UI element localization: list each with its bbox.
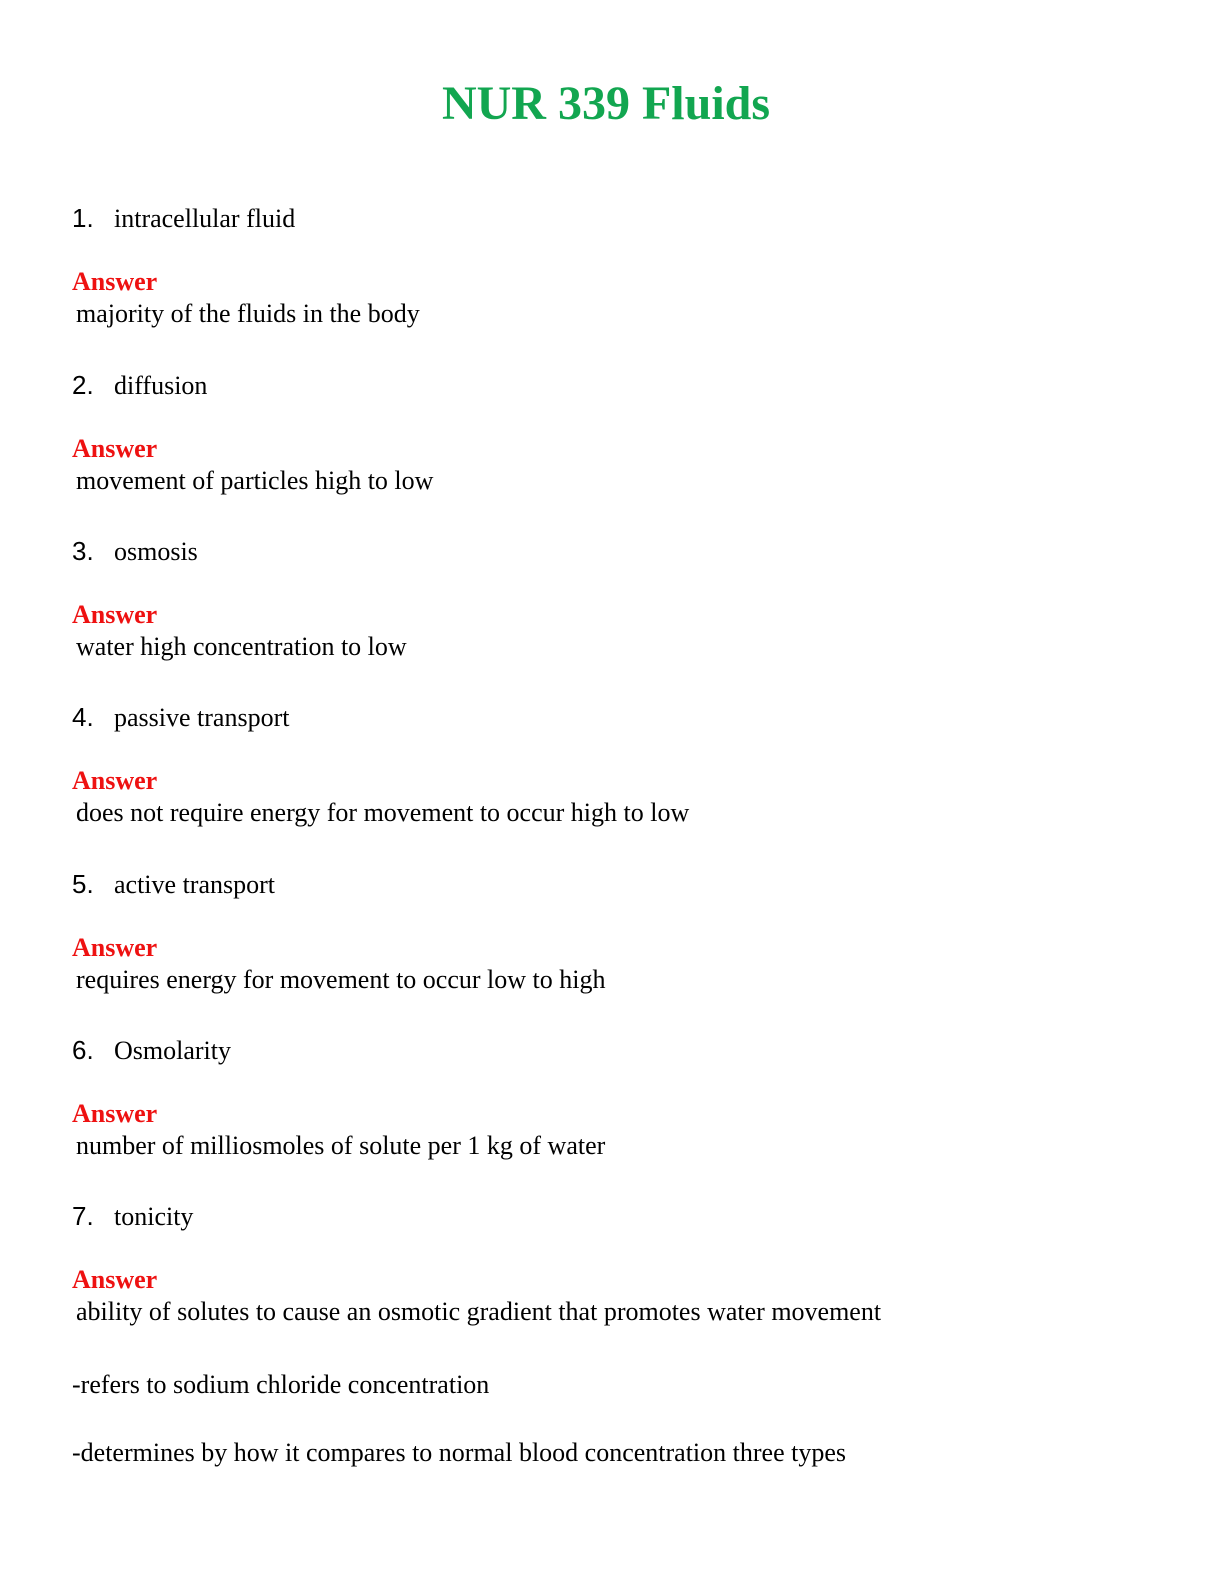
answer-text: majority of the fluids in the body xyxy=(76,299,420,328)
question-item xyxy=(72,370,1172,498)
answer-label: Answer xyxy=(72,434,158,463)
answer-label: Answer xyxy=(72,1265,158,1294)
document-title: NUR 339 Fluids xyxy=(441,77,771,130)
question-line xyxy=(72,370,1172,406)
question-term: intracellular fluid xyxy=(114,204,296,233)
note-line: -determines by how it compares to normal blood concentration three types xyxy=(72,1438,846,1467)
question-item xyxy=(72,203,1172,331)
note-line: -refers to sodium chloride concentration xyxy=(72,1370,490,1399)
answer-text: ability of solutes to cause an osmotic gradient that promotes water movement xyxy=(76,1297,882,1326)
question-item xyxy=(72,702,1172,830)
question-number: 4. xyxy=(72,702,94,732)
question-item xyxy=(72,1035,1172,1163)
question-term: passive transport xyxy=(114,703,290,732)
question-number: 5. xyxy=(72,869,94,899)
answer-label: Answer xyxy=(72,600,158,629)
question-line xyxy=(72,1035,1172,1071)
answer-label: Answer xyxy=(72,267,158,296)
question-number: 3. xyxy=(72,536,94,566)
question-number: 2. xyxy=(72,370,94,400)
question-item xyxy=(72,869,1172,997)
question-term: osmosis xyxy=(114,537,198,566)
question-term: active transport xyxy=(114,870,275,899)
answer-label: Answer xyxy=(72,766,158,795)
question-line xyxy=(72,869,1172,905)
answer-label: Answer xyxy=(72,1099,158,1128)
question-line xyxy=(72,536,1172,572)
question-number: 6. xyxy=(72,1035,94,1065)
answer-text: number of milliosmoles of solute per 1 kg of water xyxy=(76,1131,606,1160)
question-number: 1. xyxy=(72,203,94,233)
question-term: Osmolarity xyxy=(114,1036,231,1065)
question-line xyxy=(72,702,1172,738)
question-item xyxy=(72,536,1172,664)
question-line xyxy=(72,1201,1172,1237)
question-number: 7. xyxy=(72,1201,94,1231)
answer-label: Answer xyxy=(72,933,158,962)
question-term: diffusion xyxy=(114,371,208,400)
answer-text: does not require energy for movement to occur high to low xyxy=(76,798,690,827)
answer-text: requires energy for movement to occur low to high xyxy=(76,965,606,994)
question-item xyxy=(72,1201,1172,1329)
question-line xyxy=(72,203,1172,239)
question-term: tonicity xyxy=(114,1202,194,1231)
answer-text: movement of particles high to low xyxy=(76,466,434,495)
answer-text: water high concentration to low xyxy=(76,632,407,661)
